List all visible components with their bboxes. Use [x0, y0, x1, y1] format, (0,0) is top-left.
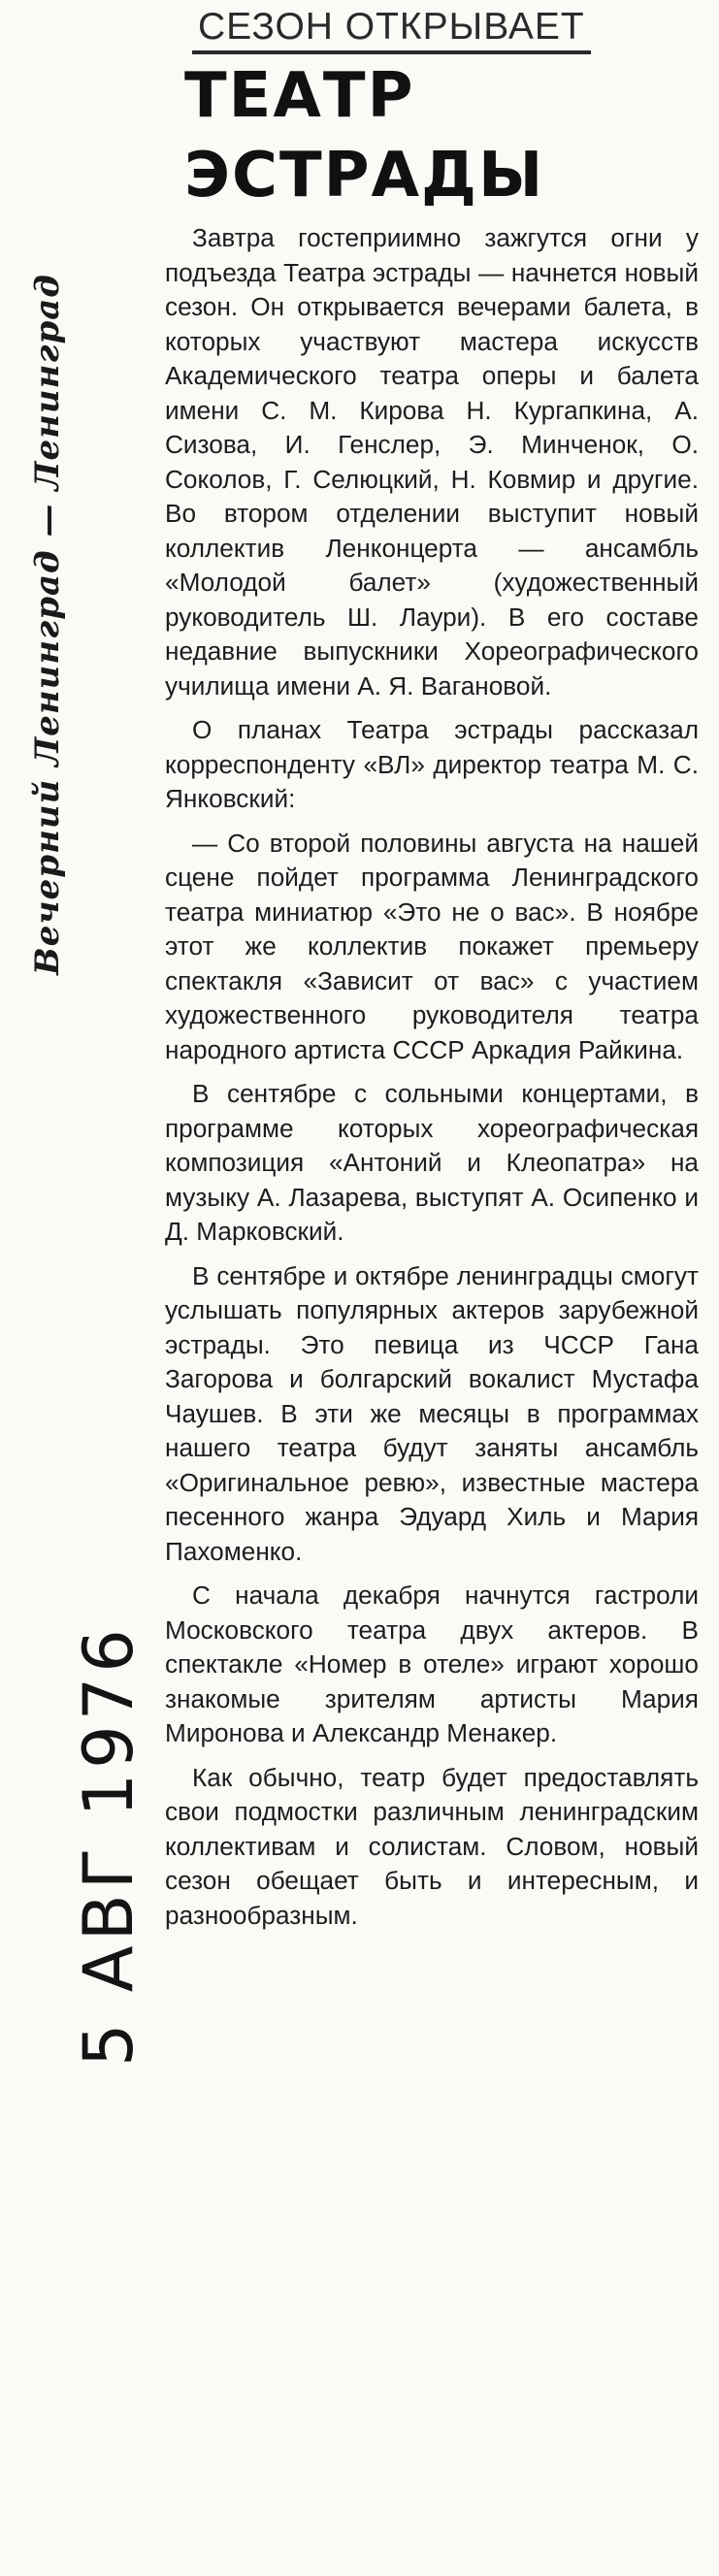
article-column [165, 0, 699, 1942]
article-body [165, 221, 699, 1933]
article-rubric: СЕЗОН ОТКРЫВАЕТ [192, 4, 591, 54]
article-paragraph: В сентябре и октябре ленинградцы смогут услышать популярных актеров зарубежной эстрады. Это певица из ЧССР Гана Загорова и болгарский вокалист Мустафа Чаушев. В эти же месяцы в программах нашего театра будут заняты ансамбль «Оригинальное ревю», известные мастера песенного жанра Эдуард Хиль и Мария Пахоменко. [165, 1260, 699, 1566]
article-headline: ТЕАТР ЭСТРАДЫ [184, 60, 545, 212]
article-paragraph: Завтра гостеприимно зажгутся огни у подъезда Театра эстрады — начнется новый сезон. Он открывается вечерами балета, в которых участвуют мастера искусств Академического театра оперы и балета имени С. М. Кирова Н. Кургапкина, А. Сизова, И. Генслер, Э. Минченок, О. Соколов, Г. Селюцкий, Н. Ковмир и другие. Во втором отделении выступит новый коллектив Ленконцерта — ансамбль «Молодой балет» (художественный руководитель Ш. Лаури). В его составе недавние выпускники Хореографического училища имени А. Я. Вагановой. [165, 223, 699, 701]
newspaper-source-stamp: Вечерний Ленинград — Ленинград [28, 274, 67, 975]
article-paragraph: В сентябре с сольными концертами, в программе которых хореографическая композиция «Антоний и Клеопатра» на музыку А. Лазарева, выступят А. Осипенко и Д. Марковский. [165, 1079, 699, 1246]
article-paragraph: Как обычно, театр будет предоставлять свои подмостки различным ленинградским коллективам и солистам. Словом, новый сезон обещает быть и интересным, и разнообразным. [165, 1762, 699, 1930]
article-paragraph: С начала декабря начнутся гастроли Московского театра двух актеров. В спектакле «Номер в отеле» играют хорошо знакомые зрителям артисты Мария Миронова и Александр Менакер. [165, 1581, 699, 1747]
article-paragraph: О планах Театра эстрады рассказал корреспонденту «ВЛ» директор театра М. С. Янковский: [165, 715, 699, 813]
date-stamp: 5 АВГ 1976 [69, 1624, 148, 2067]
article-paragraph: — Со второй половины августа на нашей сцене пойдет программа Ленинградского театра миниатюр «Это не о вас». В ноябре этот же коллектив покажет премьеру спектакля «Зависит от вас» с участием художественного руководителя театра народного артиста СССР Аркадия Райкина. [165, 828, 699, 1064]
